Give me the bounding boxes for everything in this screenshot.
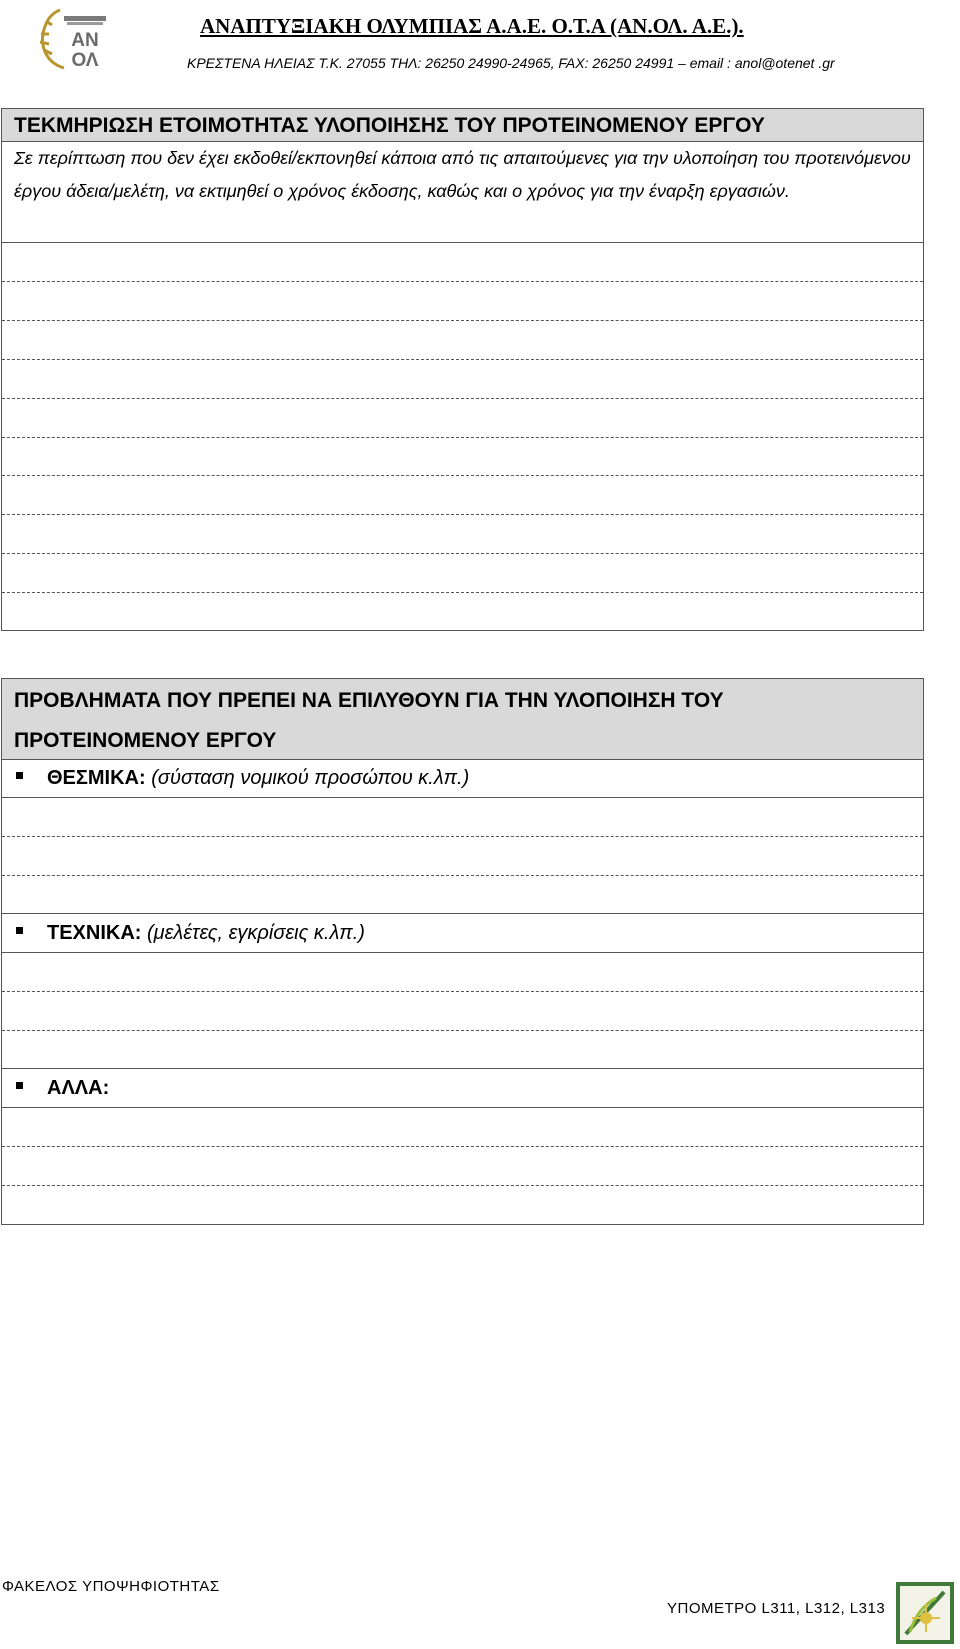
anol-logo <box>34 4 114 74</box>
divider <box>2 952 923 953</box>
answer-line[interactable] <box>2 475 923 476</box>
answer-line[interactable] <box>2 1185 923 1186</box>
organization-contact: ΚΡΕΣΤΕΝΑ ΗΛΕΙΑΣ Τ.Κ. 27055 ΤΗΛ: 26250 24990-24965, FAX: 26250 24991 – email : anol@otenet .gr <box>187 55 835 71</box>
technical-hint: (μελέτες, εγκρίσεις κ.λπ.) <box>147 922 365 944</box>
answer-line[interactable] <box>2 553 923 554</box>
answer-line[interactable] <box>2 320 923 321</box>
square-bullet-icon <box>16 772 23 779</box>
footer-submeasure: ΥΠΟΜΕΤΡΟ L311, L312, L313 <box>667 1600 886 1617</box>
readiness-section-title: ΤΕΚΜΗΡΙΩΣΗ ΕΤΟΙΜΟΤΗΤΑΣ ΥΛΟΠΟΙΗΣΗΣ ΤΟΥ ΠΡΟΤΕΙΝΟΜΕΝΟΥ ΕΡΓΟΥ <box>2 109 923 142</box>
logo-text-top: ΑΝ <box>71 30 99 51</box>
answer-line[interactable] <box>2 1146 923 1147</box>
answer-line[interactable] <box>2 592 923 593</box>
answer-line[interactable] <box>2 875 923 876</box>
answer-line[interactable] <box>2 514 923 515</box>
square-bullet-icon <box>16 927 23 934</box>
institutional-label: ΘΕΣΜΙΚΑ: <box>47 767 146 789</box>
answer-line[interactable] <box>2 398 923 399</box>
leader-program-logo <box>896 1582 954 1644</box>
problems-section-title: ΠΡΟΒΛΗΜΑΤΑ ΠΟΥ ΠΡΕΠΕΙ ΝΑ ΕΠΙΛΥΘΟΥΝ ΓΙΑ ΤΗΝ ΥΛΟΠΟΙΗΣΗ ΤΟΥ ΠΡΟΤΕΙΝΟΜΕΝΟΥ ΕΡΓΟΥ <box>2 679 923 760</box>
footer-application-folder: ΦΑΚΕΛΟΣ ΥΠΟΨΗΦΙΟΤΗΤΑΣ <box>2 1578 220 1595</box>
other-label: ΑΛΛΑ: <box>47 1077 110 1099</box>
problems-section <box>1 678 924 1225</box>
divider <box>2 1107 923 1108</box>
readiness-section <box>1 108 924 631</box>
answer-line[interactable] <box>2 991 923 992</box>
square-bullet-icon <box>16 1082 23 1089</box>
logo-text-bottom: ΟΛ <box>71 50 99 71</box>
technical-label: ΤΕΧΝΙΚΑ: <box>47 922 142 944</box>
technical-item <box>2 914 923 952</box>
divider <box>2 797 923 798</box>
readiness-section-instructions: Σε περίπτωση που δεν έχει εκδοθεί/εκπονηθεί κάποια από τις απαιτούμενες για την υλοποίηση του προτεινόμενου έργου άδεια/μελέτη, να εκτιμηθεί ο χρόνος έκδοσης, καθώς και ο χρόνος για την έναρξη εργασιών. <box>2 142 923 243</box>
answer-line[interactable] <box>2 437 923 438</box>
institutional-hint: (σύσταση νομικού προσώπου κ.λπ.) <box>151 767 470 789</box>
answer-line[interactable] <box>2 359 923 360</box>
answer-line[interactable] <box>2 836 923 837</box>
institutional-item <box>2 759 923 797</box>
answer-line[interactable] <box>2 281 923 282</box>
answer-line[interactable] <box>2 1030 923 1031</box>
organization-name: ΑΝΑΠΤΥΞΙΑΚΗ ΟΛΥΜΠΙΑΣ Α.Α.Ε. Ο.Τ.Α (ΑΝ.ΟΛ. Α.Ε.). <box>200 14 744 38</box>
other-item <box>2 1069 923 1107</box>
